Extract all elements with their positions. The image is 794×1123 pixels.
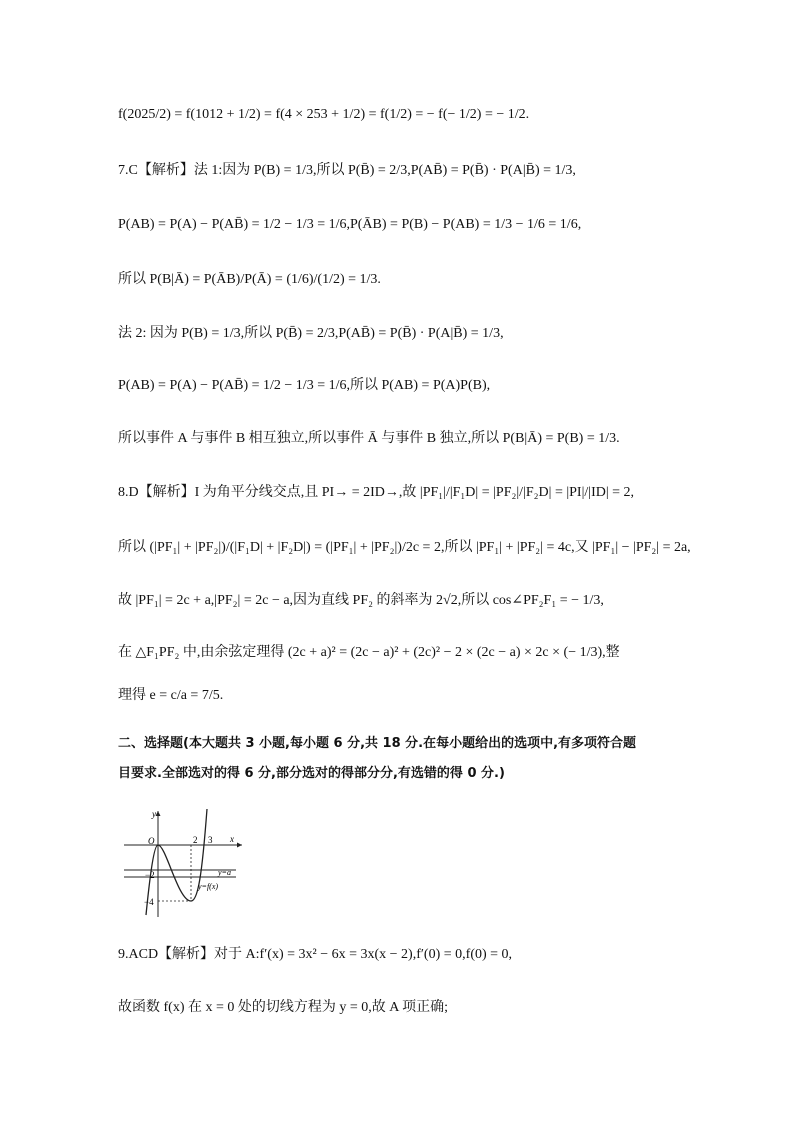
text-line-1: f(2025/2) = f(1012 + 1/2) = f(4 × 253 + 1/2) = f(1/2) = − f(− 1/2) = − 1/2.	[118, 107, 530, 122]
text-line-3: P(AB) = P(A) − P(AB̄) = 1/2 − 1/3 = 1/6,P(ĀB) = P(B) − P(AB) = 1/3 − 1/6 = 1/6,	[118, 217, 582, 232]
text-line-7: 所以事件 A 与事件 B 相互独立,所以事件 Ā 与事件 B 独立,所以 P(B|Ā) = P(B) = 1/3.	[118, 431, 620, 446]
axis-label-x: x	[230, 834, 234, 844]
label-y-a: y=a	[218, 868, 231, 877]
text-line-12: 理得 e = c/a = 7/5.	[118, 688, 224, 703]
text-line-8: 8.D【解析】I 为角平分线交点,且 PI→ = 2ID→,故 |PF₁|/|F₁D| = |PF₂|/|F₂D| = |PI|/|ID| = 2,	[118, 485, 635, 500]
text-line-10: 故 |PF₁| = 2c + a,|PF₂| = 2c − a,因为直线 PF₂ 的斜率为 2√2,所以 cos∠PF₂F₁ = − 1/3,	[118, 593, 604, 608]
section-heading-line-2: 目要求.全部选对的得 6 分,部分选对的得部分分,有选错的得 0 分.)	[118, 766, 505, 781]
text-line-11: 在 △F₁PF₂ 中,由余弦定理得 (2c + a)² = (2c − a)² + (2c)² − 2 × (2c − a) × 2c × (− 1/3),整	[118, 645, 620, 660]
y-axis-arrow-icon	[156, 811, 161, 816]
tick-label-2: 2	[193, 835, 198, 845]
function-graph-figure	[118, 805, 248, 921]
label-y-fx: y=f(x)	[198, 882, 219, 891]
text-line-6: P(AB) = P(A) − P(AB̄) = 1/2 − 1/3 = 1/6,所以 P(AB) = P(A)P(B),	[118, 378, 491, 393]
section-heading-line-1: 二、选择题(本大题共 3 小题,每小题 6 分,共 18 分.在每小题给出的选项中,有多项符合题	[118, 736, 637, 751]
tick-label-neg4: −4	[144, 897, 154, 907]
text-line-13: 9.ACD【解析】对于 A:f′(x) = 3x² − 6x = 3x(x − 2),f′(0) = 0,f(0) = 0,	[118, 947, 513, 962]
axis-label-y: y	[152, 809, 156, 819]
text-line-4: 所以 P(B|Ā) = P(ĀB)/P(Ā) = (1/6)/(1/2) = 1/3.	[118, 272, 381, 287]
text-line-2: 7.C【解析】法 1:因为 P(B) = 1/3,所以 P(B̄) = 2/3,P(AB̄) = P(B̄) · P(A|B̄) = 1/3,	[118, 163, 576, 178]
tick-label-neg2: −2	[145, 870, 155, 880]
origin-label: O	[148, 836, 155, 846]
text-line-9: 所以 (|PF₁| + |PF₂|)/(|F₁D| + |F₂D|) = (|PF₁| + |PF₂|)/2c = 2,所以 |PF₁| + |PF₂| = 4c,又 |PF₁| − |PF₂| = 2a,	[118, 540, 691, 555]
curve-f-x	[146, 809, 207, 915]
x-axis-arrow-icon	[237, 843, 242, 848]
text-line-14: 故函数 f(x) 在 x = 0 处的切线方程为 y = 0,故 A 项正确;	[118, 1000, 449, 1015]
tick-label-3: 3	[208, 835, 213, 845]
text-line-5: 法 2: 因为 P(B) = 1/3,所以 P(B̄) = 2/3,P(AB̄) = P(B̄) · P(A|B̄) = 1/3,	[118, 326, 504, 341]
